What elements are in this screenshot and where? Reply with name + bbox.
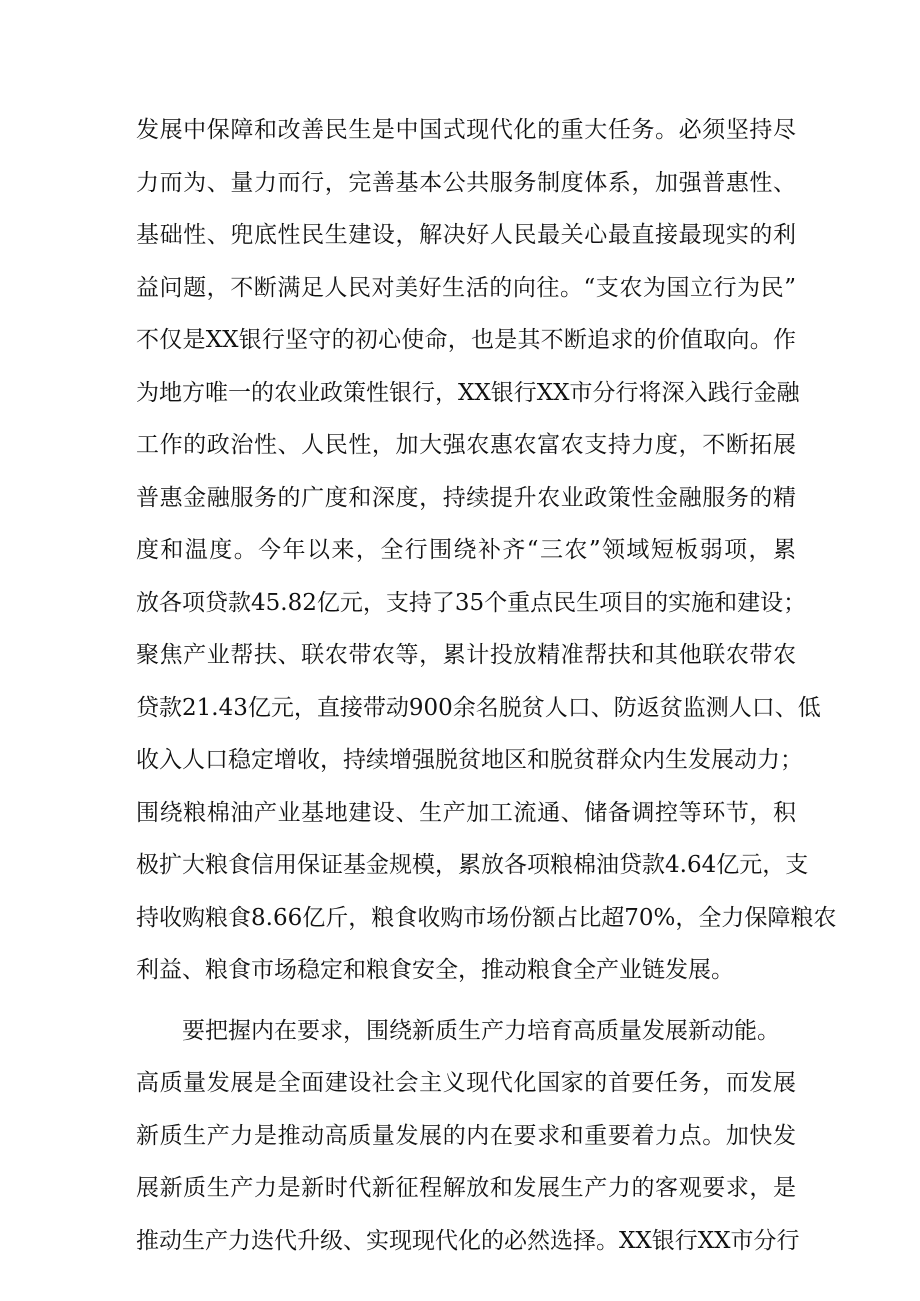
text-line: 要把握内在要求，围绕新质生产力培育高质量发展新动能。: [182, 1017, 780, 1044]
text-line: 新质生产力是推动高质量发展的内在要求和重要着力点。加快发: [136, 1122, 796, 1149]
text-line: 持收购粮食8.66亿斤，粮食收购市场份额占比超70%，全力保障粮农: [136, 904, 837, 931]
text-line: 为地方唯一的农业政策性银行，XX银行XX市分行将深入践行金融: [136, 379, 800, 406]
paragraph-2: [136, 1005, 800, 1268]
text-line: 放各项贷款45.82亿元，支持了35个重点民生项目的实施和建设；: [136, 589, 807, 616]
text-line: 聚焦产业帮扶、联农带农等，累计投放精准帮扶和其他联农带农: [136, 642, 796, 668]
text-line: 展新质生产力是新时代新征程解放和发展生产力的客观要求，是: [136, 1175, 796, 1201]
body-text: [136, 104, 837, 1267]
text-line: 基础性、兜底性民生建设，解决好人民最关心最直接最现实的利: [136, 222, 796, 248]
paragraph-gap: [136, 997, 796, 1005]
text-line: 益问题，不断满足人民对美好生活的向往。“支农为国立行为民”: [136, 274, 796, 301]
text-line: 不仅是XX银行坚守的初心使命，也是其不断追求的价值取向。作: [136, 327, 796, 353]
text-line: 极扩大粮食信用保证基金规模，累放各项粮棉油贷款4.64亿元，支: [136, 852, 809, 878]
text-line: 围绕粮棉油产业基地建设、生产加工流通、储备调控等环节，积: [136, 799, 796, 826]
text-line: 度和温度。今年以来，全行围绕补齐“三农”领域短板弱项，累: [136, 537, 796, 563]
text-line: 工作的政治性、人民性，加大强农惠农富农支持力度，不断拓展: [136, 432, 796, 458]
text-line: 发展中保障和改善民生是中国式现代化的重大任务。必须坚持尽: [136, 117, 796, 143]
text-line: 收入人口稳定增收，持续增强脱贫地区和脱贫群众内生发展动力；: [136, 747, 803, 773]
text-line: 贷款21.43亿元，直接带动900余名脱贫人口、防返贫监测人口、低: [136, 694, 821, 721]
text-line: 利益、粮食市场稳定和粮食安全，推动粮食全产业链发展。: [136, 957, 734, 983]
text-line: 推动生产力迭代升级、实现现代化的必然选择。XX银行XX市分行: [136, 1227, 800, 1254]
text-line: 普惠金融服务的广度和深度，持续提升农业政策性金融服务的精: [136, 484, 796, 511]
text-line: 高质量发展是全面建设社会主义现代化国家的首要任务，而发展: [136, 1070, 796, 1096]
paragraph-1: [136, 104, 837, 997]
text-line: 力而为、量力而行，完善基本公共服务制度体系，加强普惠性、: [136, 169, 796, 196]
